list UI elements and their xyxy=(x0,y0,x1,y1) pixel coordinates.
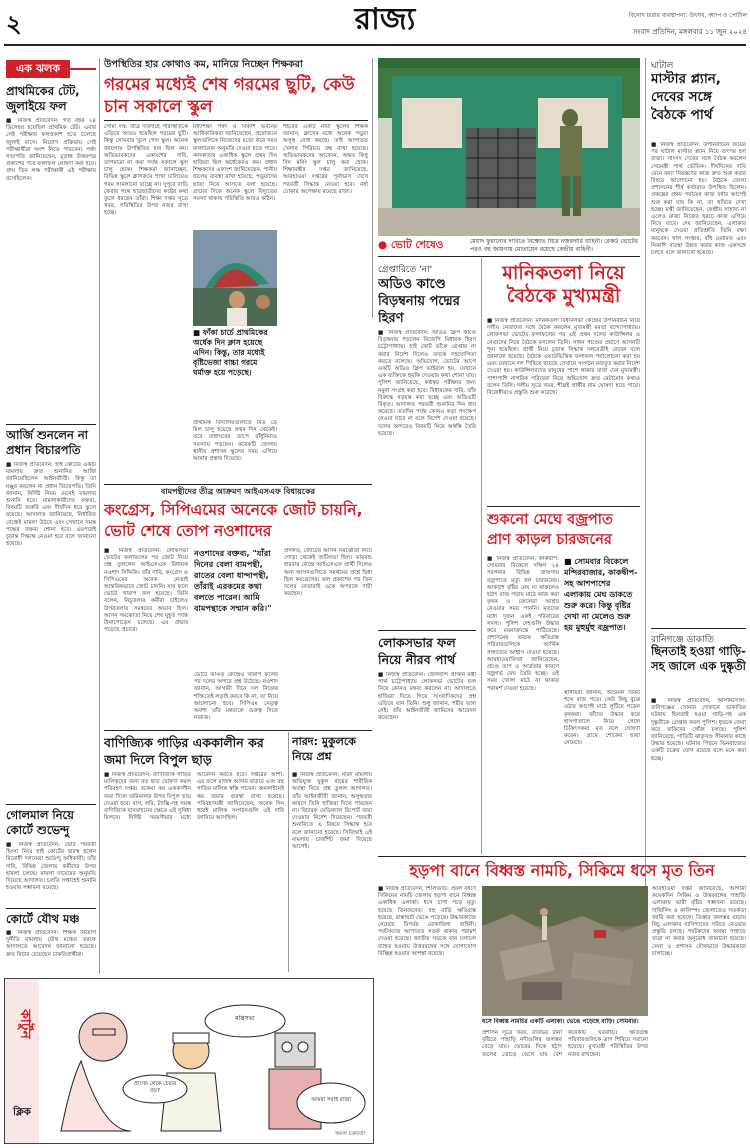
lead-body-col1: সৌম্য দত্ত: তীব্র দাবদাহে পরিস্থিতিকে এড়িয়ে আরও হয়েছিল গরমের ছুটি। কিন্তু সোমবার খুলে গেল স্কুল। অনেক জায়গায় উপস্থিতির হার ছিল কম। অভিভাবকদের একাংশের দাবি, তাপমাত্রা না কমা পর্যন্ত সকালে স্কুল চালু হোক। শিক্ষকরা জানাচ্ছেন, বিভিন্ন স্কুলে ক্লাসরুমে পাখা চালিয়েও গরম সামলানো যাচ্ছে না। দুপুরে বাড়ি ফেরার পথে ছাত্রছাত্রীদের কষ্টের কথা তুলে ধরছেন তাঁরা। শিক্ষা দপ্তর সূত্রে খবর, পরিস্থিতির উপর নজর রাখা হচ্ছে। xyxy=(104,124,188,217)
cartoon-drawing xyxy=(41,981,371,1141)
page-number: ২ xyxy=(6,10,22,38)
narada-body: ■ নিজস্ব প্রতিবেদন: নারদ মামলায় অভিযুক্ত মুকুল রায়ের শারীরিক অবস্থা নিয়ে প্রশ্ন তুলল আদালত। তাঁর আইনজীবী জানান, অসুস্থতার কারণে তিনি হাজিরা দিতে পারছেন না। বিচারক মেডিক্যাল রিপোর্ট জমা দেওয়ার নির্দেশ দিয়েছেন। পরবর্তী শুনানিতে এ বিষয়ে সিদ্ধান্ত হবে বলে জানানো হয়েছে। সিবিআই এই মামলায় চার্জশিট জমা দিয়েছে আগেই। xyxy=(292,772,372,851)
congress-headline: কংগ্রেস, সিপিএমের অনেকে জোট চায়নি, ভোট শেষে তোপ নওশাদের xyxy=(104,501,363,540)
commercial-body: ■ নিজস্ব প্রতিবেদন: বাণিজ্যিক গাড়ির মালিকদের জন্য বড় ছাড় ঘোষণা করল পরিবহণ দপ্তর। বকেয়া কর এককালীন জমা দিলে জরিমানার উপর বিপুল ছাড় দেওয়া হবে। বাস, লরি, ট্যাক্সি-সহ সমস্ত বাণিজ্যিক যানবাহনের ক্ষেত্রে এই সুবিধা মিলবে। নির্দিষ্ট সময়সীমার মধ্যে আবেদন করতে হবে। দপ্তরের আশা, এর ফলে রাজস্ব আদায় বাড়বে এবং বহু গাড়ির মালিক স্বস্তি পাবেন। অনলাইনেই কর জমার ব্যবস্থা রাখা হয়েছে। পরিবহণমন্ত্রী জানিয়েছেন, অনেক দিন ধরেই মালিক সংগঠনগুলি এই দাবি জানিয়ে আসছিল। xyxy=(104,772,284,822)
parth-headline: লোকসভার ফল নিয়ে নীরব পার্থ xyxy=(378,635,456,667)
congress-kicker: বামপন্থীদের তীব্র আক্রমণ আইএসএফ বিধায়কের xyxy=(160,487,316,496)
cartoon-bubble-1: প্রাণের থেকে চেয়ার বড়? xyxy=(133,1081,177,1094)
congress-body3: প্রসঙ্গত, জোটের আসন সমঝোতা নিয়ে গোড়া থেকেই জটিলতা ছিল। ডায়মন্ড হারবার কেন্দ্রে আইএসএফ প্রার্থী দিলেও অন্য আসনগুলিতে সমর্থনের প্রশ্নে দ্বিধা ছিল কংগ্রেসের। ফল প্রকাশের পর তিন দলের নেতারাই একে অপরকে দায়ী করছেন। xyxy=(284,548,372,598)
right-headline: মাস্টার প্ল্যান, দেবের সঙ্গে বৈঠকে পার্থ xyxy=(651,71,721,123)
divider xyxy=(104,730,372,731)
landslide-image xyxy=(482,886,648,1016)
masthead-rule xyxy=(4,44,746,46)
cartoon-brand xyxy=(5,979,39,1143)
security-image xyxy=(378,58,640,236)
divider xyxy=(378,856,746,857)
lightning-body2: স্থানীয়রা জানান, আচমকা বিকট শব্দে বাজ পড়ে। কেউ কিছু বুঝে ওঠার আগেই মাঠে লুটিয়ে পড়েন কৃষকরা। তাঁদের উদ্ধার করে হাসপাতালে নিয়ে গেলে চিকিৎসকরা মৃত বলে ঘোষণা করেন। গ্রামে শোকের ছায়া নেমেছে। xyxy=(564,690,640,747)
divider xyxy=(378,630,476,631)
parth-body: ■ নিজস্ব প্রতিবেদন: জেলবন্দি প্রাক্তন মন্ত্রী পার্থ চট্টোপাধ্যায় লোকসভা ভোটের ফল নিয়ে কোনও মন্তব্য করলেন না। আদালতে হাজিরা দিতে গিয়ে সাংবাদিকদের প্রশ্ন এড়িয়ে যান তিনি। শুধু জানান, শরীর ভাল নেই। তাঁর আইনজীবী জামিনের আবেদন করেছেন। xyxy=(378,672,476,722)
sikkim-body3: আবহাওয়া দপ্তর জানিয়েছে, আগামী কয়েকদিন সিকিম ও উত্তরবঙ্গের পাহাড়ি এলাকায় ভারী বৃষ্টির সম্ভাবনা রয়েছে। দার্জিলিং ও কালিম্পং জেলাতেও সতর্কতা জারি করা হয়েছে। তিস্তার জলস্তর বাড়ায় নিচু এলাকার বাসিন্দাদের সরিয়ে নেওয়ার প্রস্তুতি চলছে। পর্যটকদের অযথা পাহাড়ে যাত্রা না করার অনুরোধ জানানো হয়েছে। সেনা ও প্রশাসন যৌথভাবে উদ্ধারকাজ চালাচ্ছে। xyxy=(652,886,746,957)
lead-body-col3: শহরের একটি নামী স্কুলের শিক্ষক জানান, ক্লাসের মধ্যে অনেক পড়ুয়া অসুস্থ বোধ করছে। তাই আপাতত খেলার পিরিয়ড বন্ধ রাখা হয়েছে। অভিভাবকদের আবেদন, অন্তত কিছু দিন মর্নিং স্কুল চালু করা হোক। শিক্ষামন্ত্রীর দপ্তর জানিয়েছে, আবহাওয়া দপ্তরের পূর্বাভাস দেখে পরবর্তী সিদ্ধান্ত নেওয়া হবে। বর্ষা ঢোকার অপেক্ষায় রয়েছে রাজ্য। xyxy=(283,124,368,195)
congress-quote: নওশাদের বক্তব্য, "যাঁরা দিনের বেলা বামপন্থী, রাতের বেলা ধান্দাপন্থী, তাঁরাই এরকমের কথা বলতে পারেন। আমি বামপন্থাকে সম্মান করি।" xyxy=(194,548,272,613)
story-body: ■ নিজস্ব প্রতিবেদন: হাই কোর্টের একটি মামলায় দ্রুত শুনানির আর্জি জানিয়েছিলেন আইনজীবী। কিন্তু তা মঞ্জুর করলেন না প্রধান বিচারপতি। তিনি জানান, নির্দিষ্ট নিয়ম মেনেই মামলার শুনানি হবে। মামলাকারীদের বক্তব্য, বিষয়টি জরুরি এবং দীর্ঘদিন ধরে ঝুলে রয়েছে। আদালত জানিয়েছে, নির্ধারিত বেঞ্চেই মামলা উঠবে এবং সেখানে সমস্ত পক্ষের বক্তব্য শোনা হবে। এরপরেই চূড়ান্ত সিদ্ধান্ত নেওয়া হবে বলে জানানো হয়েছে। xyxy=(6,462,96,548)
right-column xyxy=(651,58,746,958)
divider xyxy=(378,256,640,257)
cartoon-brand-text-2: ক্লিক xyxy=(13,1107,31,1118)
divider xyxy=(6,908,96,909)
security-photo xyxy=(378,58,640,236)
cartoon-strip xyxy=(4,978,374,1144)
tag-label: এক ঝলক xyxy=(15,62,61,75)
cm-body: ■ নিজস্ব প্রতিবেদন: মানিকতলা বিধানসভা কেন্দ্রের উপনির্বাচন নিয়ে দলীয় নেতাদের সঙ্গে বৈঠক করলেন মুখ্যমন্ত্রী মমতা বন্দ্যোপাধ্যায়। লোকসভা ভোটের ফলাফলের পর এই প্রথম দলের কাউন্সিলর ও নেতাদের নিয়ে বৈঠকে বসলেন তিনি। সাধন পাণ্ডের প্রয়াণে আসনটি শূন্য হয়েছিল। প্রার্থী নিয়ে চূড়ান্ত সিদ্ধান্ত দলনেত্রীই নেবেন বলে জানানো হয়েছে। বৈঠকে ওয়ার্ডভিত্তিক ফলাফল পর্যালোচনা করা হয় এবং যেখানে দল পিছিয়ে রয়েছে সেখানে সংগঠন মজবুত করার নির্দেশ দেওয়া হয়। কাউন্সিলরদের মানুষের পাশে থাকার বার্তা দেন মুখ্যমন্ত্রী। পাশাপাশি নাগরিক পরিষেবা নিয়ে অভিযোগ দ্রুত মেটানোর কথাও বলেন তিনি। দলীয় সূত্রে খবর, শীঘ্রই প্রার্থীর নাম ঘোষণা হতে পারে। বিরোধীরাও প্রস্তুতি শুরু করেছে। xyxy=(487,318,640,397)
story-headline: আর্জি শুনলেন না প্রধান বিচারপতি xyxy=(6,428,89,457)
story-headline: প্রাথমিকের টেট, জুলাইয়ে ফল xyxy=(6,84,80,113)
divider xyxy=(6,424,96,425)
congress-body1: ■ নিজস্ব প্রতিবেদন: লোকসভা ভোটের ফলাফলের পর জোট নিয়ে প্রশ্ন তুললেন আইএসএফ বিধায়ক নওশাদ সিদ্দিকি। তাঁর দাবি, কংগ্রেস ও সিপিএমের অনেক নেতাই আন্তরিকভাবে জোট চাননি। যার ফলে ভোটে খারাপ ফল হয়েছে। তিনি বলেন, নিচুতলার কর্মীরা চাইলেও উপরতলায় সমন্বয়ের অভাব ছিল। আসন সমঝোতা নিয়ে শেষ মুহূর্ত পর্যন্ত টানাপোড়েন চলেছে। এর প্রভাব পড়েছে প্রচারে। xyxy=(104,548,188,634)
divider xyxy=(104,484,372,485)
right-tag2: রানিগঞ্জে ডাকাতি xyxy=(651,635,715,645)
masthead xyxy=(0,0,750,46)
right-body2: ■ নিজস্ব প্রতিবেদন, আসানসোল: রানিগঞ্জের সোনার দোকানে ডাকাতির ঘটনায় ছিনতাই হওয়া গাড়ি-সহ এক দুষ্কৃতীকে গ্রেপ্তার করল পুলিশ। ধৃতকে জেরা করে বাকিদের খোঁজ চলছে। পুলিশ জানিয়েছে, গাড়িটি ঝাড়খণ্ড সীমানার কাছে উদ্ধার হয়েছে। ঘটনার পিছনে ভিনরাজ্যের একটি চক্রের যোগ রয়েছে বলে মনে করা হচ্ছে। xyxy=(651,698,746,762)
lead-photo-caption: ■ ফাঁকা চার্চে প্রাথমিকের অর্ধেক দিন ক্লাস হয়েছে এদিন। কিন্তু, তার মধ্যেই বৃষ্টিভেজা বাচ্চা গরমে ঘর্মাক্ত হয়ে পড়েছে। xyxy=(193,328,268,377)
lead-body-col2b: প্রাথমিক বিদ্যালয়গুলিতে মিড ডে মিল চালু হয়েছে প্রথম দিন থেকেই। তবে রান্নাঘরের তাপে রাঁধুনিরাও সমস্যায় পড়ছেন। কয়েকটি জেলায় স্থানীয় প্রশাসন স্কুলের সময় এগিয়ে আনার প্রস্তাব দিয়েছে। xyxy=(193,420,277,463)
lightning-pull: ■ সোমবার বিকেলে মন্দিরবাজার, কাকদ্বীপ-সহ আশপাশের এলাকায় মেঘ ডাকতে শুরু করে। কিন্তু বৃষ্টির দেখা না মেলেও শুরু হয় মুহুর্মুহু বজ্রপাত। xyxy=(564,557,638,632)
right-body: ■ নিজস্ব প্রতিবেদন: উপনির্বাচনে জয়ের পর ঘাটাল মাস্টার প্ল্যান নিয়ে তৎপর হল রাজ্য। সাংসদ দেবের সঙ্গে বৈঠক করলেন সেচমন্ত্রী পার্থ ভৌমিক। দীর্ঘদিনের দাবি মেনে বন্যা নিয়ন্ত্রণের কাজ দ্রুত শুরু করার বিষয়ে আলোচনা হয়। বৈঠকে জেলা প্রশাসনের শীর্ষ কর্তারাও উপস্থিত ছিলেন। প্রকল্পের প্রথম পর্যায়ের কাজ বর্ষার আগেই শুরু করা যায় কি না, তা খতিয়ে দেখা হচ্ছে। মন্ত্রী জানিয়েছেন, কেন্দ্রীয় সাহায্য না এলেও রাজ্য নিজের খরচে কাজ এগিয়ে নিয়ে যাবে। দেব জানিয়েছেন, এলাকার মানুষকে দেওয়া প্রতিশ্রুতি তিনি রক্ষা করবেন। খাল সংস্কার, বাঁধ মেরামত এবং নিকাশি ব্যবস্থা উন্নত করার কাজ একসঙ্গে চলবে বলে জানানো হয়েছে। xyxy=(651,142,746,257)
ek-jholok-tag xyxy=(6,60,70,78)
right-headline2: ছিনতাই হওয়া গাড়ি-সহ জালে এক দুষ্কৃতী xyxy=(651,644,746,673)
photo-caption-label: ● ভোট শেষেও xyxy=(378,239,444,251)
lead-kicker: উপস্থিতির হার কোথাও কম, মানিয়ে নিচ্ছেন শিক্ষকরা xyxy=(104,59,303,70)
story-body: ■ নিজস্ব প্রতিবেদন: ভোট পরবর্তী হিংসা নিয়ে হাই কোর্টের দ্বারস্থ হলেন বিরোধী দলনেতা শুভেন্দু অধিকারী। তাঁর দাবি, বিভিন্ন জেলায় কর্মীদের উপর হামলা চলছে। মামলা দায়েরের অনুমতি দিয়েছে আদালত। চলতি সপ্তাহেই শুনানি হওয়ার সম্ভাবনা রয়েছে। xyxy=(6,842,96,892)
column-rule xyxy=(481,258,482,854)
sikkim-body1: ■ নিজস্ব প্রতিবেদন, শিলিগুড়ি: প্রবল বর্ষণে সিকিমের নামচি জেলায় হড়পা বানে বিধ্বস্ত একাধিক এলাকা। ধসে চাপা পড়ে মৃত্যু হয়েছে তিনজনের। বহু বাড়ি ক্ষতিগ্রস্ত হয়েছে, রাস্তাঘাট ভেঙে পড়েছে। উদ্ধারকাজে নেমেছে বিপর্যয় মোকাবিলা বাহিনী। পর্যটকদের আপাতত সতর্ক থাকার পরামর্শ দেওয়া হয়েছে। জাতীয় সড়কে যান চলাচল ব্যাহত হওয়ায় উত্তরবঙ্গের সঙ্গে যোগাযোগ বিচ্ছিন্ন হওয়ার আশঙ্কা রয়েছে। xyxy=(378,886,476,957)
lead-headline: গরমের মধ্যেই শেষ গরমের ছুটি, কেউ চান সকালে স্কুল xyxy=(104,75,355,117)
school-child-photo xyxy=(193,230,277,326)
left-column xyxy=(6,60,96,972)
story-headline: গোলমাল নিয়ে কোর্টে শুভেন্দু xyxy=(6,808,74,837)
column-rule xyxy=(372,58,373,318)
section-title: রাজ্য xyxy=(354,2,416,37)
audio-body: ■ নিজস্ব প্রতিবেদন: অডিও ক্লিপ কাণ্ডে বিড়ম্বনায় পড়লেন বিজেপি বিধায়ক হিরণ চট্টোপাধ্যায়। হাই কোর্ট তাঁকে গ্রেপ্তার না করার নির্দেশ দিলেও তদন্তে সহযোগিতা করতে বলেছে। অভিযোগ, ভোটের আগে একটি অডিও ক্লিপ ভাইরাল হয়, যেখানে এক ব্যক্তিকে হুমকি দেওয়ার কথা শোনা যায়। পুলিশ জানিয়েছে, কণ্ঠস্বর পরীক্ষার জন্য নমুনা সংগ্রহ করা হবে। বিধায়কের দাবি, তাঁর বিরুদ্ধে ষড়যন্ত্র করা হচ্ছে এবং অডিওটি বিকৃত। আদালত পরবর্তী শুনানির দিন ধার্য করেছে। ততদিন পর্যন্ত কোনও কড়া পদক্ষেপ নেওয়া যাবে না বলে নির্দেশ দেওয়া হয়েছে। দলের অন্দরেও বিষয়টি নিয়ে অস্বস্তি তৈরি হয়েছে। xyxy=(378,330,476,437)
audio-tag: গ্রেপ্তারিতে 'না' xyxy=(378,265,433,275)
story-body: ■ নিজস্ব প্রতিবেদন: গত বছর ২৪ ডিসেম্বর হয়েছিল প্রাথমিক টেট। এবার সেই পরীক্ষার ফলপ্রকাশ হতে চলেছে জুলাই মাসে। নিয়োগ প্রক্রিয়ায় সেই পরীক্ষার্থীরা অংশ নিতে পারবেন। পর্ষদ সভাপতি জানিয়েছেন, চূড়ান্ত উত্তরপত্র প্রকাশের পরে ফলাফল ঘোষণা করা হবে। প্রায় তিন লক্ষ পরীক্ষার্থী এই পরীক্ষায় বসেছিলেন। xyxy=(6,118,96,182)
story-headline: কোর্টে যৌথ মঞ্চ xyxy=(6,912,80,926)
narada-headline: নারদ: মুকুলকে নিয়ে প্রশ্ন xyxy=(292,735,356,763)
school-child-image xyxy=(193,230,277,326)
sikkim-body2: প্রশাসন সূত্রে খবর, রাতভর টানা বৃষ্টিতে পাহাড়ি নদীগুলির জলস্তর বেড়ে যায়। ভোরের দিকে হঠাৎ জলের তোড়ে ভেসে যায় বেশ কয়েকটি ঘরবাড়ি। ক্ষতিগ্রস্ত পরিবারগুলিকে ত্রাণ শিবিরে সরানো হয়েছে। মুখ্যমন্ত্রী পরিস্থিতির উপর নজর রাখছেন। xyxy=(482,1030,648,1058)
sikkim-headline: হড়পা বানে বিধ্বস্ত নামচি, সিকিমে ধসে মৃত তিন xyxy=(409,861,715,880)
masthead-right-top: বিনোদ চারার ব্যবস্থাপনা: উৎসব, অ্যাপ ও পোর্টাল xyxy=(628,12,747,19)
lightning-body: ■ নিজস্ব প্রতিবেদন, কাকদ্বীপ: সোমবার বিকেলে দক্ষিণ ২৪ পরগনার বিভিন্ন জায়গায় বজ্রপাতে মৃত্যু হল চারজনের। আকাশে বৃষ্টির মেঘ না থাকলেও হঠাৎ বাজ পড়ায় মাঠে কাজ করা কৃষক ও জেলেরা আশ্রয় নেওয়ার সময় পাননি। মৃতদের মধ্যে দুজন একই পরিবারের সদস্য। পুলিশ দেহগুলি উদ্ধার করে ময়নাতদন্তে পাঠিয়েছে। প্রশাসনের তরফে ক্ষতিগ্রস্ত পরিবারগুলিকে আর্থিক সাহায্যের আশ্বাস দেওয়া হয়েছে। আবহাওয়াবিদরা জানিয়েছেন, প্রচণ্ড তাপ ও আর্দ্রতার কারণে বজ্রগর্ভ মেঘ তৈরি হচ্ছে। এই সময় খোলা মাঠে না থাকার পরামর্শ দেওয়া হয়েছে। xyxy=(487,556,559,692)
divider xyxy=(487,506,640,507)
lead-underline xyxy=(104,120,368,121)
cartoon-brand-text: কার্টুন xyxy=(17,1009,33,1039)
column-rule xyxy=(288,732,289,972)
congress-body2: ভোটে ভাঙড় কেন্দ্রেও খারাপ ফলের পর দলের অন্দরে প্রশ্ন উঠেছে। নওশাদ জানান, আগামী দিনে দল নিজের শক্তিতেই লড়াই করবে কি না, তা নিয়ে আলোচনা হবে। সিপিএম নেতৃত্ব অবশ্য তাঁর মন্তব্যকে গুরুত্ব দিতে নারাজ। xyxy=(194,672,278,722)
right-tag: ঘাটাল xyxy=(651,61,674,71)
photo-caption-text: মেয়াদ ফুরানোর দাবিতে বিক্ষোভ ঘিরে নজরদারি বাহিনী। রেকর্ড ভোটের পরও বহু জায়গায় মোতায়েন রয়েছে কেন্দ্রীয় বাহিনী। xyxy=(470,238,638,253)
audio-headline: অডিও কাণ্ডে বিড়ম্বনায় পদ্মের হিরণ xyxy=(378,277,460,326)
column-rule xyxy=(645,58,646,974)
cm-headline: মানিকতলা নিয়ে বৈঠকে মুখ্যমন্ত্রী xyxy=(502,262,625,307)
landslide-caption: ধসে বিধ্বস্ত নামচির একটি এলাকা। ভেঙে পড়েছে বাড়ি। সোমবার। xyxy=(482,1018,639,1025)
tag-rule xyxy=(70,68,96,70)
lightning-headline: শুকনো মেঘে বজ্রপাত প্রাণ কাড়ল চারজনের xyxy=(487,512,613,548)
column-rule xyxy=(99,58,100,974)
cartoon-credit: অমল চক্রবর্তী xyxy=(335,1131,365,1137)
masthead-date: সংবাদ প্রতিদিন, মঙ্গলবার ১১ জুন ২০২৪ xyxy=(632,28,747,36)
divider xyxy=(6,804,96,805)
cartoon-bubble-3: আমরা সবাই রাজা xyxy=(311,1097,351,1103)
landslide-photo xyxy=(482,886,648,1016)
cartoon-bubble-2: মন্ত্রিসভা xyxy=(235,1015,255,1022)
lead-body-col2: মধ্যশিক্ষা পর্ষদ ও বিকাশ ভবনের আধিকারিকরা জানিয়েছেন, প্রয়োজনে স্কুলগুলিকে নিজেদের মতো করে সময় বদলানোর অনুমতি দেওয়া হতে পারে। কলকাতার একাধিক স্কুলে প্রথম দিন হাজিরা ছিল অর্ধেকেরও কম। প্রধান শিক্ষকদের একাংশ জানিয়েছেন, পানীয় জলের ব্যবস্থা রাখা হয়েছে, পড়ুয়াদের ছাতা নিয়ে আসতে বলা হয়েছে। গ্রামের দিকে অনেক স্কুলে বিদ্যুতের সমস্যা থাকায় পরিস্থিতি আরও কঠিন। xyxy=(193,124,277,203)
commercial-headline: বাণিজ্যিক গাড়ির এককালীন কর জমা দিলে বিপুল ছাড় xyxy=(104,735,264,767)
divider xyxy=(651,628,746,629)
story-body: ■ নিজস্ব প্রতিবেদন: শিক্ষক নিয়োগ দুর্নীতি মামলায় যৌথ মঞ্চের তরফে আদালতে আবেদন জানানো হয়েছে। দ্রুত বিচার চেয়েছেন চাকরিপ্রার্থীরা। xyxy=(6,930,96,958)
